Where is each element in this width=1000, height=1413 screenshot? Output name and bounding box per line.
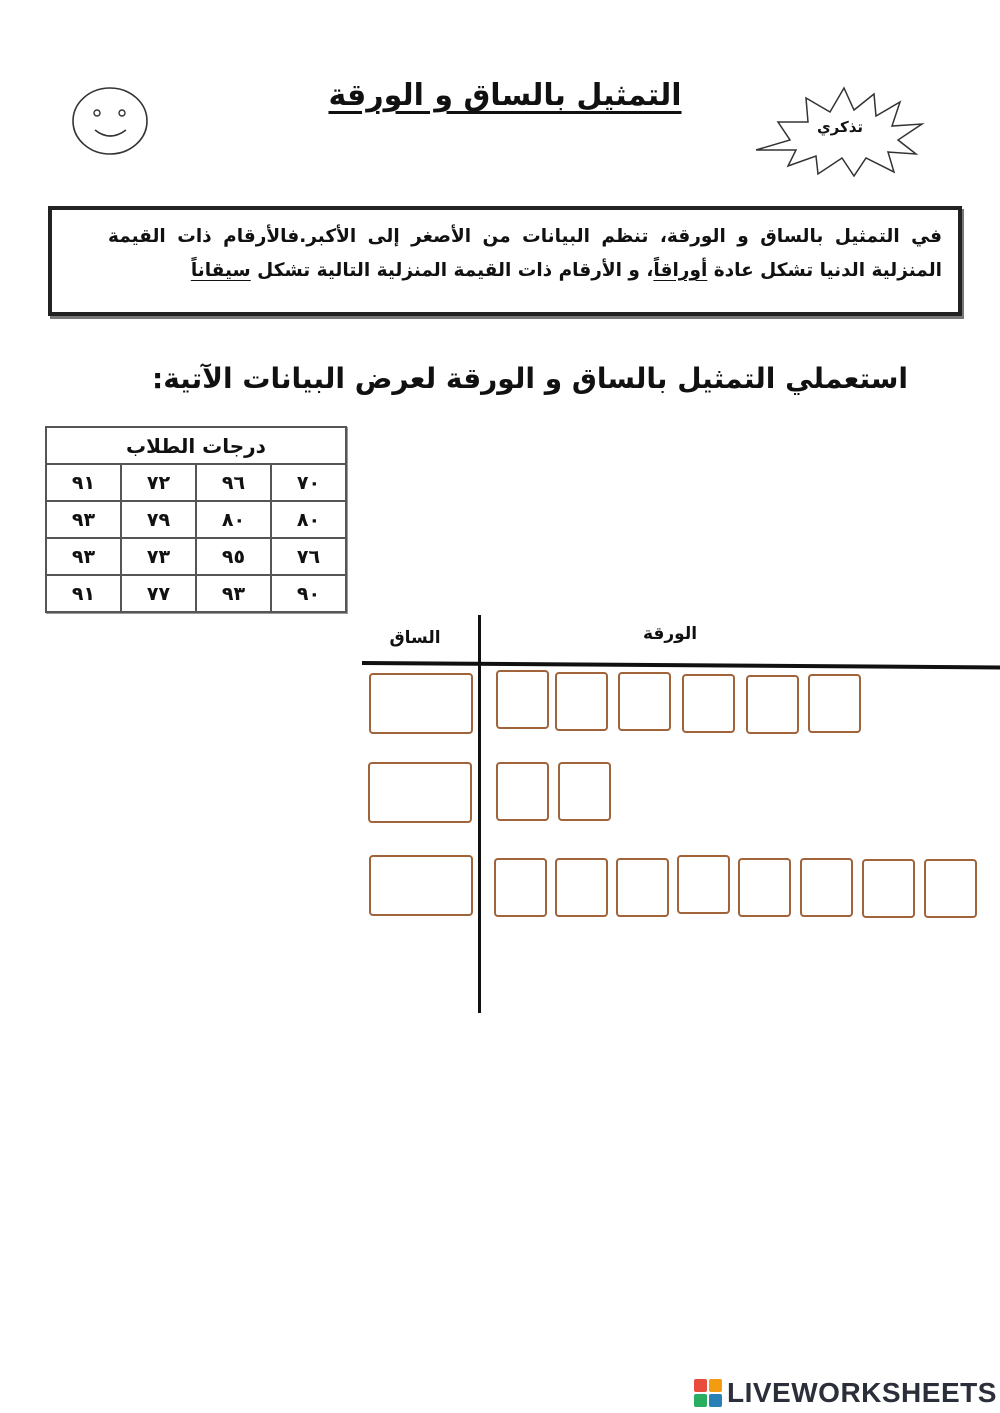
stem-input-2[interactable]	[368, 762, 472, 823]
instruction-text: استعملي التمثيل بالساق و الورقة لعرض البيانات الآتية:	[152, 362, 908, 395]
reminder-badge-label: تذكري	[816, 118, 864, 136]
leaf-column-header: الورقة	[642, 624, 698, 644]
leaf-input-3-5[interactable]	[738, 858, 791, 917]
leaf-input-3-3[interactable]	[616, 858, 669, 917]
table-cell: ٩٠	[271, 575, 346, 612]
table-row	[46, 538, 346, 575]
table-cell: ٧٦	[271, 538, 346, 575]
leaf-input-3-1[interactable]	[494, 858, 547, 917]
logo-square-orange	[709, 1379, 722, 1392]
table-cell: ٧٧	[121, 575, 196, 612]
definition-text-part2: ، و الأرقام ذات القيمة المنزلية التالية تشكل	[250, 260, 654, 281]
leaf-input-3-4[interactable]	[677, 855, 730, 914]
table-cell: ٧٩	[121, 501, 196, 538]
stem-input-3[interactable]	[369, 855, 473, 916]
table-cell: ٧٣	[121, 538, 196, 575]
grades-table	[45, 426, 347, 613]
leaf-input-1-6[interactable]	[808, 674, 861, 733]
brand-footer	[693, 1375, 997, 1411]
stem-column-header: الساق	[389, 628, 441, 648]
leaf-input-3-7[interactable]	[862, 859, 915, 918]
table-cell: ٩١	[46, 464, 121, 501]
table-cell: ٧٢	[121, 464, 196, 501]
definition-box	[48, 206, 962, 316]
table-cell: ٩٥	[196, 538, 271, 575]
leaf-input-1-4[interactable]	[682, 674, 735, 733]
logo-square-red	[694, 1379, 707, 1392]
table-row	[46, 501, 346, 538]
leaf-input-1-2[interactable]	[555, 672, 608, 731]
page-title: التمثيل بالساق و الورقة	[328, 78, 682, 113]
table-row	[46, 575, 346, 612]
table-cell: ٩٣	[196, 575, 271, 612]
table-row	[46, 464, 346, 501]
table-cell: ٩٦	[196, 464, 271, 501]
leaf-input-2-2[interactable]	[558, 762, 611, 821]
table-cell: ٩٣	[46, 501, 121, 538]
leaves-term: أوراقاً	[653, 260, 708, 281]
leaf-input-3-2[interactable]	[555, 858, 608, 917]
leaf-input-1-1[interactable]	[496, 670, 549, 729]
stem-leaf-divider-horizontal	[362, 661, 1000, 670]
stems-term: سيقاناً	[190, 260, 251, 281]
liveworksheets-logo-icon	[693, 1378, 723, 1408]
stem-input-1[interactable]	[369, 673, 473, 734]
definition-text-part1: في التمثيل بالساق و الورقة، تنظم البيانات من الأصغر إلى الأكبر.فالأرقام ذات القيمة المنزلية الدنيا تشكل عادة	[108, 226, 942, 281]
stem-leaf-divider-vertical	[478, 615, 481, 1013]
smiley-face-icon	[70, 85, 150, 157]
grades-table-title: درجات الطلاب	[46, 427, 346, 464]
brand-name: LIVEWORKSHEETS	[727, 1377, 997, 1408]
leaf-input-3-8[interactable]	[924, 859, 977, 918]
leaf-input-1-5[interactable]	[746, 675, 799, 734]
logo-square-green	[694, 1394, 707, 1407]
leaf-input-1-3[interactable]	[618, 672, 671, 731]
table-cell: ٨٠	[196, 501, 271, 538]
leaf-input-2-1[interactable]	[496, 762, 549, 821]
table-cell: ٨٠	[271, 501, 346, 538]
leaf-input-3-6[interactable]	[800, 858, 853, 917]
table-cell: ٩١	[46, 575, 121, 612]
table-cell: ٧٠	[271, 464, 346, 501]
logo-square-blue	[709, 1394, 722, 1407]
definition-text	[108, 220, 942, 288]
table-cell: ٩٣	[46, 538, 121, 575]
